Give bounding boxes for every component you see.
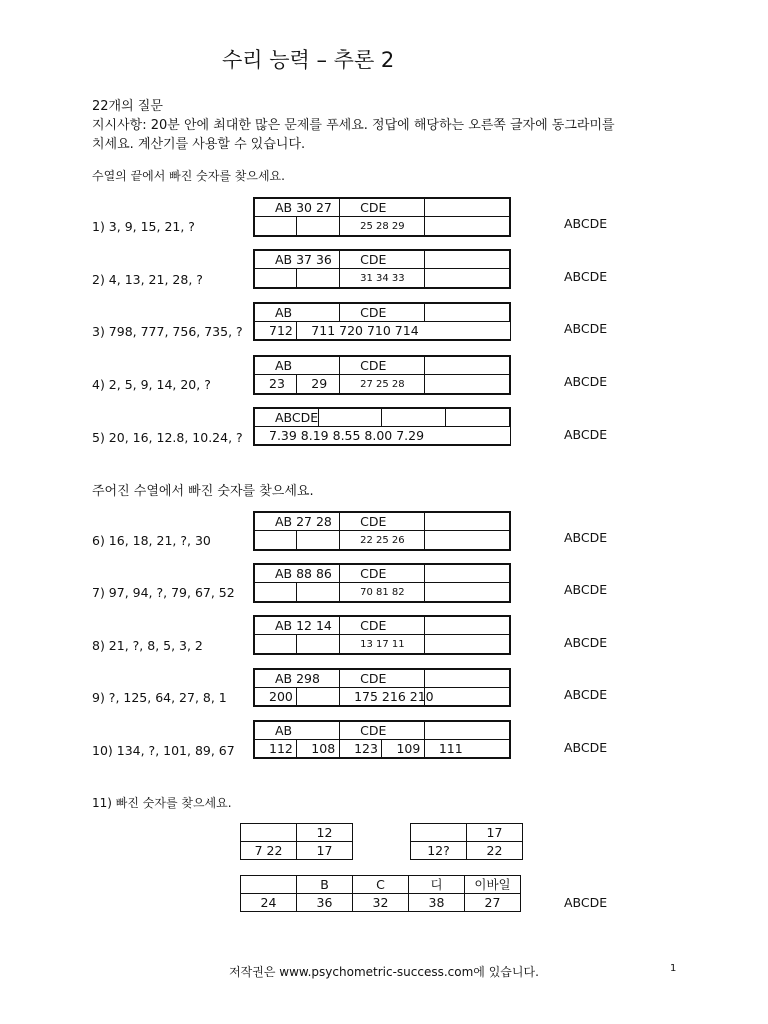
choices-10[interactable]: ABCDE [564,740,608,755]
q11-right-r2c1: 12? [411,842,467,860]
question-count: 22개의 질문 [92,99,163,114]
answer-header-right: CDE [360,513,387,529]
answer-values: 7.39 8.19 8.55 8.00 7.29 [269,427,425,443]
answer-header-right: CDE [360,670,387,686]
q11-value-d: 38 [409,894,465,912]
answer-header-left: AB 298 [275,670,320,686]
answer-value-b: 108 [311,740,336,756]
choices-8[interactable]: ABCDE [564,635,608,650]
answer-header-left: AB [275,722,293,738]
question-9: 9) ?, 125, 64, 27, 8, 1 [92,690,227,705]
answer-header-right: CDE [360,617,387,633]
answer-value-a: 23 [269,376,285,391]
question-1: 1) 3, 9, 15, 21, ? [92,219,195,234]
q11-answer-table [240,875,521,912]
answer-header-right: CDE [360,722,387,738]
choices-2[interactable]: ABCDE [564,269,608,284]
q11-right-r1c2: 17 [467,824,523,842]
answer-value-d: 109 [396,740,421,756]
choices-6[interactable]: ABCDE [564,530,608,545]
answer-value-a: 112 [269,740,293,756]
q11-header-a [241,876,297,894]
q11-left-r2c1: 7 22 [241,842,297,860]
answer-table-5 [253,407,511,446]
instructions-line-2: 치세요. 계산기를 사용할 수 있습니다. [92,137,306,152]
choices-7[interactable]: ABCDE [564,582,608,597]
answer-table-6 [253,511,511,551]
question-3: 3) 798, 777, 756, 735, ? [92,324,243,339]
choices-9[interactable]: ABCDE [564,687,608,702]
question-7: 7) 97, 94, ?, 79, 67, 52 [92,585,235,600]
instructions [92,97,615,154]
answer-header-left: AB 37 36 [275,251,332,267]
answer-header-left: AB 27 28 [275,513,332,529]
choices-4[interactable]: ABCDE [564,374,608,389]
answer-table-8 [253,615,511,655]
q11-box-left [240,823,353,860]
answer-values: 175 216 210 [354,688,434,704]
answer-value-a: 200 [269,688,293,704]
q11-value-c: 32 [353,894,409,912]
answer-table-1 [253,197,511,237]
question-11: 11) 빠진 숫자를 찾으세요. [92,796,232,810]
answer-values: 711 720 710 714 [311,322,419,338]
answer-values: 25 28 29 [360,221,405,232]
answer-table-10 [253,720,511,759]
answer-header-left: AB [275,357,293,373]
q11-value-e: 27 [465,894,521,912]
answer-header-right: CDE [360,251,387,267]
answer-value-b: 29 [311,376,328,391]
question-4: 4) 2, 5, 9, 14, 20, ? [92,377,211,392]
question-2: 2) 4, 13, 21, 28, ? [92,272,203,287]
answer-value-e: 111 [438,740,463,756]
answer-values: 13 17 11 [360,639,405,650]
answer-table-2 [253,249,511,289]
answer-header-right: CDE [360,565,387,581]
answer-header-left: AB 88 86 [275,565,332,581]
answer-value-c: 123 [354,740,378,756]
page-title: 수리 능력 – 추론 2 [222,48,395,72]
answer-values: 70 81 82 [360,587,405,598]
answer-header-left: AB [275,304,293,320]
choices-3[interactable]: ABCDE [564,321,608,336]
answer-header-left: AB 30 27 [275,199,332,215]
q11-box-right [410,823,523,860]
question-6: 6) 16, 18, 21, ?, 30 [92,533,211,548]
q11-value-b: 36 [297,894,353,912]
instructions-line-1: 지시사항: 20분 안에 최대한 많은 문제를 푸세요. 정답에 해당하는 오른쪽 글자에 동그라미를 [92,118,615,133]
answer-values: 31 34 33 [360,273,405,284]
q11-right-r2c2: 22 [467,842,523,860]
choices-1[interactable]: ABCDE [564,216,608,231]
question-8: 8) 21, ?, 8, 5, 3, 2 [92,638,203,653]
q11-left-r1c2: 12 [297,824,353,842]
choices-5[interactable]: ABCDE [564,427,608,442]
answer-header-right: CDE [360,199,387,215]
q11-header-d: 디 [409,876,465,894]
answer-header-right: CDE [360,304,387,320]
answer-table-3 [253,302,511,341]
answer-table-4 [253,355,511,395]
copyright-footer: 저작권은 www.psychometric-success.com에 있습니다. [229,965,539,979]
answer-table-7 [253,563,511,603]
question-10: 10) 134, ?, 101, 89, 67 [92,743,235,758]
answer-header-right: CDE [360,357,387,373]
section-heading-1: 수열의 끝에서 빠진 숫자를 찾으세요. [92,169,285,183]
section-heading-2: 주어진 수열에서 빠진 숫자를 찾으세요. [92,484,314,499]
answer-header-left: AB 12 14 [275,617,332,633]
answer-values: 22 25 26 [360,535,405,546]
choices-11[interactable]: ABCDE [564,895,608,910]
q11-header-c: C [353,876,409,894]
answer-value-a: 712 [269,322,293,338]
q11-header-e: 이바일 [465,876,521,894]
q11-left-r2c2: 17 [297,842,353,860]
answer-values: 27 25 28 [360,379,405,390]
q11-value-a: 24 [241,894,297,912]
answer-table-9 [253,668,511,707]
page-number: 1 [670,963,677,974]
question-5: 5) 20, 16, 12.8, 10.24, ? [92,430,243,445]
q11-header-b: B [297,876,353,894]
answer-header-left: ABCDE [275,409,319,425]
